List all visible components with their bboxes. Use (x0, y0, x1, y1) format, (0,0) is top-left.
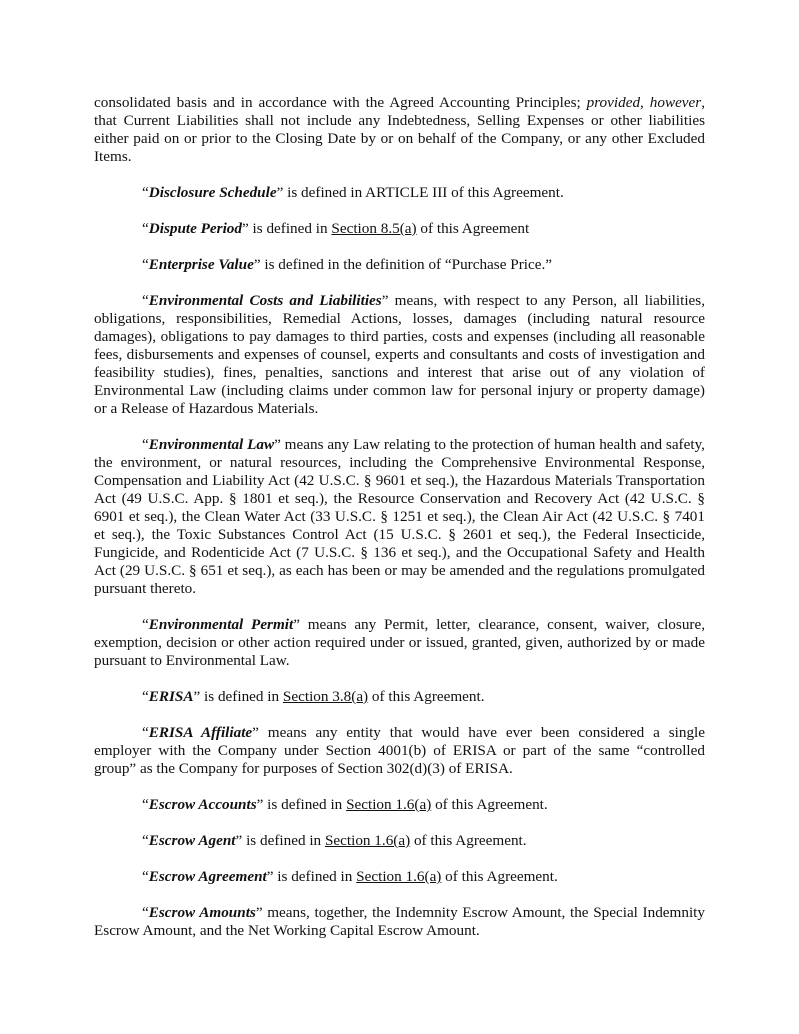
defined-term: Environmental Law (148, 436, 275, 453)
definition-text: ” means any Permit, letter, clearance, consent, waiver, closure, exemption, decision or other action required under or issued, granted, given, authorized by or made pursuant to Environmental Law. (94, 616, 706, 669)
defined-term: Dispute Period (148, 220, 242, 237)
definition-text: ” is defined in ARTICLE III of this Agreement. (276, 184, 564, 201)
quote-mark: “ (142, 616, 149, 633)
italic-provided: provided (586, 94, 641, 111)
defined-term: Enterprise Value (148, 256, 254, 273)
definition-text: ” means any entity that would have ever been considered a single employer with the Company under Section 4001(b) of ERISA or part of the same “controlled group” as the Company for purposes of Section 302(d)(3) of ERISA. (94, 724, 706, 777)
definition-text: of this Agreement (416, 220, 530, 237)
section-reference: Section 1.6(a) (346, 796, 432, 813)
quote-mark: “ (142, 688, 149, 705)
definition-escrow-amounts (94, 904, 705, 940)
defined-term: Environmental Permit (148, 616, 294, 633)
definition-text: of this Agreement. (441, 868, 558, 885)
paragraph-current-liabilities-continued (94, 94, 705, 166)
definition-environmental-permit (94, 616, 705, 670)
definition-text: of this Agreement. (410, 832, 527, 849)
defined-term: ERISA Affiliate (148, 724, 253, 741)
quote-mark: “ (142, 292, 149, 309)
defined-term: Escrow Agreement (148, 868, 267, 885)
document-page (94, 94, 705, 958)
quote-mark: “ (142, 868, 149, 885)
defined-term: Disclosure Schedule (148, 184, 277, 201)
definition-text: ” means any Law relating to the protection of human health and safety, the environment, or natural resources, including the Comprehensive Environmental Response, Compensation and Liability Act (42 U.S.C. § 9601 et seq.), the Hazardous Materials Transportation Act (49 U.S.C. App. § 1801 et seq.), the Resource Conservation and Recovery Act (42 U.S.C. § 6901 et seq.), the Clean Water Act (33 U.S.C. § 1251 et seq.), the Clean Air Act (42 U.S.C. § 7401 et seq.), the Toxic Substances Control Act (15 U.S.C. § 2601 et seq.), the Federal Insecticide, Fungicide, and Rodenticide Act (7 U.S.C. § 136 et seq.), and the Occupational Safety and Health Act (29 U.S.C. § 651 et seq.), as each has been or may be amended and the regulations promulgated pursuant thereto. (94, 436, 705, 597)
definition-escrow-agreement (94, 868, 705, 886)
quote-mark: “ (142, 796, 149, 813)
definition-text: ” means, with respect to any Person, all liabilities, obligations, responsibilities, Remedial Actions, losses, damages (including natural resource damages), obligations to pay damages to third parties, costs and expenses (including all reasonable fees, disbursements and expenses of counsel, experts and consultants and costs of investigation and feasibility studies), fines, penalties, sanctions and interest that arise out of any violation of Environmental Law (including claims under common law for personal injury or property damage) or a Release of Hazardous Materials. (94, 292, 705, 417)
definition-text: ” is defined in (193, 688, 283, 705)
definition-dispute-period (94, 220, 705, 238)
definition-text: of this Agreement. (431, 796, 548, 813)
section-reference: Section 3.8(a) (282, 688, 369, 705)
quote-mark: “ (142, 184, 149, 201)
paragraph-text: consolidated basis and in accordance with the Agreed Accounting Principles; (94, 94, 587, 111)
definition-escrow-accounts (94, 796, 705, 814)
section-reference: Section 8.5(a) (331, 220, 417, 237)
definition-environmental-law (94, 436, 705, 598)
quote-mark: “ (142, 904, 149, 921)
definition-text: ” is defined in (235, 832, 325, 849)
definition-text: ” is defined in (256, 796, 347, 813)
quote-mark: “ (142, 220, 149, 237)
definition-escrow-agent (94, 832, 705, 850)
definition-environmental-costs-and-liabilities (94, 292, 705, 418)
definition-disclosure-schedule (94, 184, 705, 202)
definition-text: of this Agreement. (368, 688, 485, 705)
italic-however: however (649, 94, 702, 111)
quote-mark: “ (142, 832, 149, 849)
quote-mark: “ (142, 436, 149, 453)
definition-text: ” means, together, the Indemnity Escrow Amount, the Special Indemnity Escrow Amount, and the Net Working Capital Escrow Amount. (94, 904, 705, 939)
defined-term: Environmental Costs and Liabilities (148, 292, 382, 309)
definition-erisa-affiliate (94, 724, 705, 778)
defined-term: Escrow Agent (148, 832, 236, 849)
definition-text: ” is defined in (241, 220, 332, 237)
definition-erisa (94, 688, 705, 706)
quote-mark: “ (142, 256, 149, 273)
defined-term: ERISA (148, 688, 194, 705)
paragraph-text: , that Current Liabilities shall not include any Indebtedness, Selling Expenses or other liabilities either paid on or prior to the Closing Date by or on behalf of the Company, or any other Excluded Items. (94, 94, 705, 165)
definition-text: ” is defined in (266, 868, 357, 885)
paragraph-text: , (640, 94, 650, 111)
definition-text: ” is defined in the definition of “Purchase Price.” (253, 256, 552, 273)
quote-mark: “ (142, 724, 149, 741)
defined-term: Escrow Accounts (148, 796, 257, 813)
section-reference: Section 1.6(a) (356, 868, 442, 885)
definition-enterprise-value (94, 256, 705, 274)
defined-term: Escrow Amounts (148, 904, 256, 921)
section-reference: Section 1.6(a) (324, 832, 411, 849)
